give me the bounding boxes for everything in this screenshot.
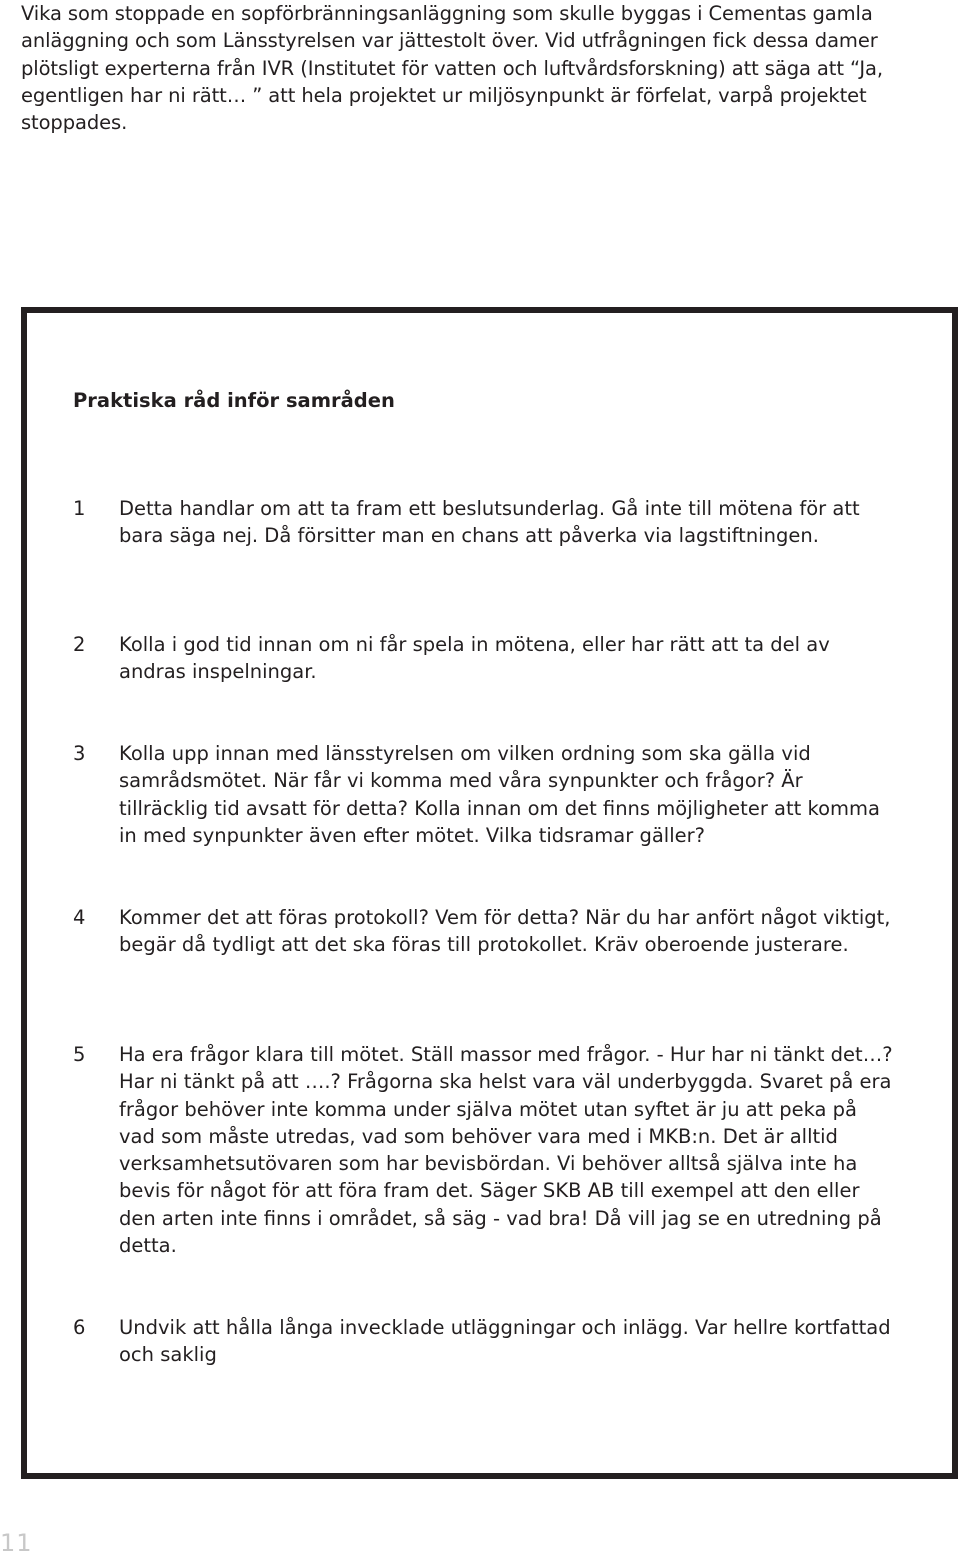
page-number: 11 bbox=[0, 1529, 33, 1557]
tip-text: Kommer det att föras protokoll? Vem för detta? När du har anfört något viktigt, begär då tydligt att det ska föras till protokollet. Kräv oberoende justerare. bbox=[119, 906, 891, 957]
tip-text: Kolla upp innan med länsstyrelsen om vilken ordning som ska gälla vid samrådsmötet. När får vi komma med våra synpunkter och frågor? Är tillräcklig tid avsatt för detta? Kolla innan om det finns möjligheter att komma in med synpunkter även efter mötet. Vilka tidsramar gäller? bbox=[119, 742, 880, 847]
tip-item-1 bbox=[73, 495, 893, 550]
tip-text: Undvik att hålla långa invecklade utläggningar och inlägg. Var hellre kortfattad och saklig bbox=[119, 1316, 891, 1367]
tip-item-6 bbox=[73, 1314, 893, 1369]
tip-number: 4 bbox=[73, 906, 86, 929]
tip-item-5 bbox=[73, 1041, 893, 1259]
tip-number: 1 bbox=[73, 497, 86, 520]
tip-item-4 bbox=[73, 904, 893, 959]
tip-item-2 bbox=[73, 631, 893, 686]
tip-number: 2 bbox=[73, 633, 86, 656]
tip-text: Ha era frågor klara till mötet. Ställ massor med frågor. - Hur har ni tänkt det…? Har ni tänkt på att ….? Frågorna ska helst vara väl underbyggda. Svaret på era frågor behöver inte komma under själva mötet utan syftet är ju att peka på vad som måste utredas, vad som behöver vara med i MKB:n. Det är alltid verksamhetsutövaren som har bevisbördan. Vi behöver alltså själva inte ha bevis för något för att föra fram det. Säger SKB AB till exempel att den eller den arten inte finns i området, så säg - vad bra! Då vill jag se en utredning på detta. bbox=[119, 1043, 893, 1258]
tips-box-title: Praktiska råd inför samråden bbox=[73, 389, 395, 412]
tip-item-3 bbox=[73, 740, 893, 849]
tip-number: 5 bbox=[73, 1043, 86, 1066]
tips-box bbox=[21, 307, 958, 1479]
tip-number: 6 bbox=[73, 1316, 86, 1339]
tip-number: 3 bbox=[73, 742, 86, 765]
intro-paragraph: Vika som stoppade en sopförbränningsanläggning som skulle byggas i Cementas gamla anläggning och som Länsstyrelsen var jättestolt över. Vid utfrågningen fick dessa damer plötsligt experterna från IVR (Institutet för vatten och luftvårdsforskning) att säga att “Ja, egentligen har ni rätt… ” att hela projektet ur miljösynpunkt är förfelat, varpå projektet stoppades. bbox=[21, 2, 883, 135]
tip-text: Kolla i god tid innan om ni får spela in mötena, eller har rätt att ta del av andras inspelningar. bbox=[119, 633, 830, 684]
tip-text: Detta handlar om att ta fram ett beslutsunderlag. Gå inte till mötena för att bara säga nej. Då försitter man en chans att påverka via lagstiftningen. bbox=[119, 497, 860, 548]
